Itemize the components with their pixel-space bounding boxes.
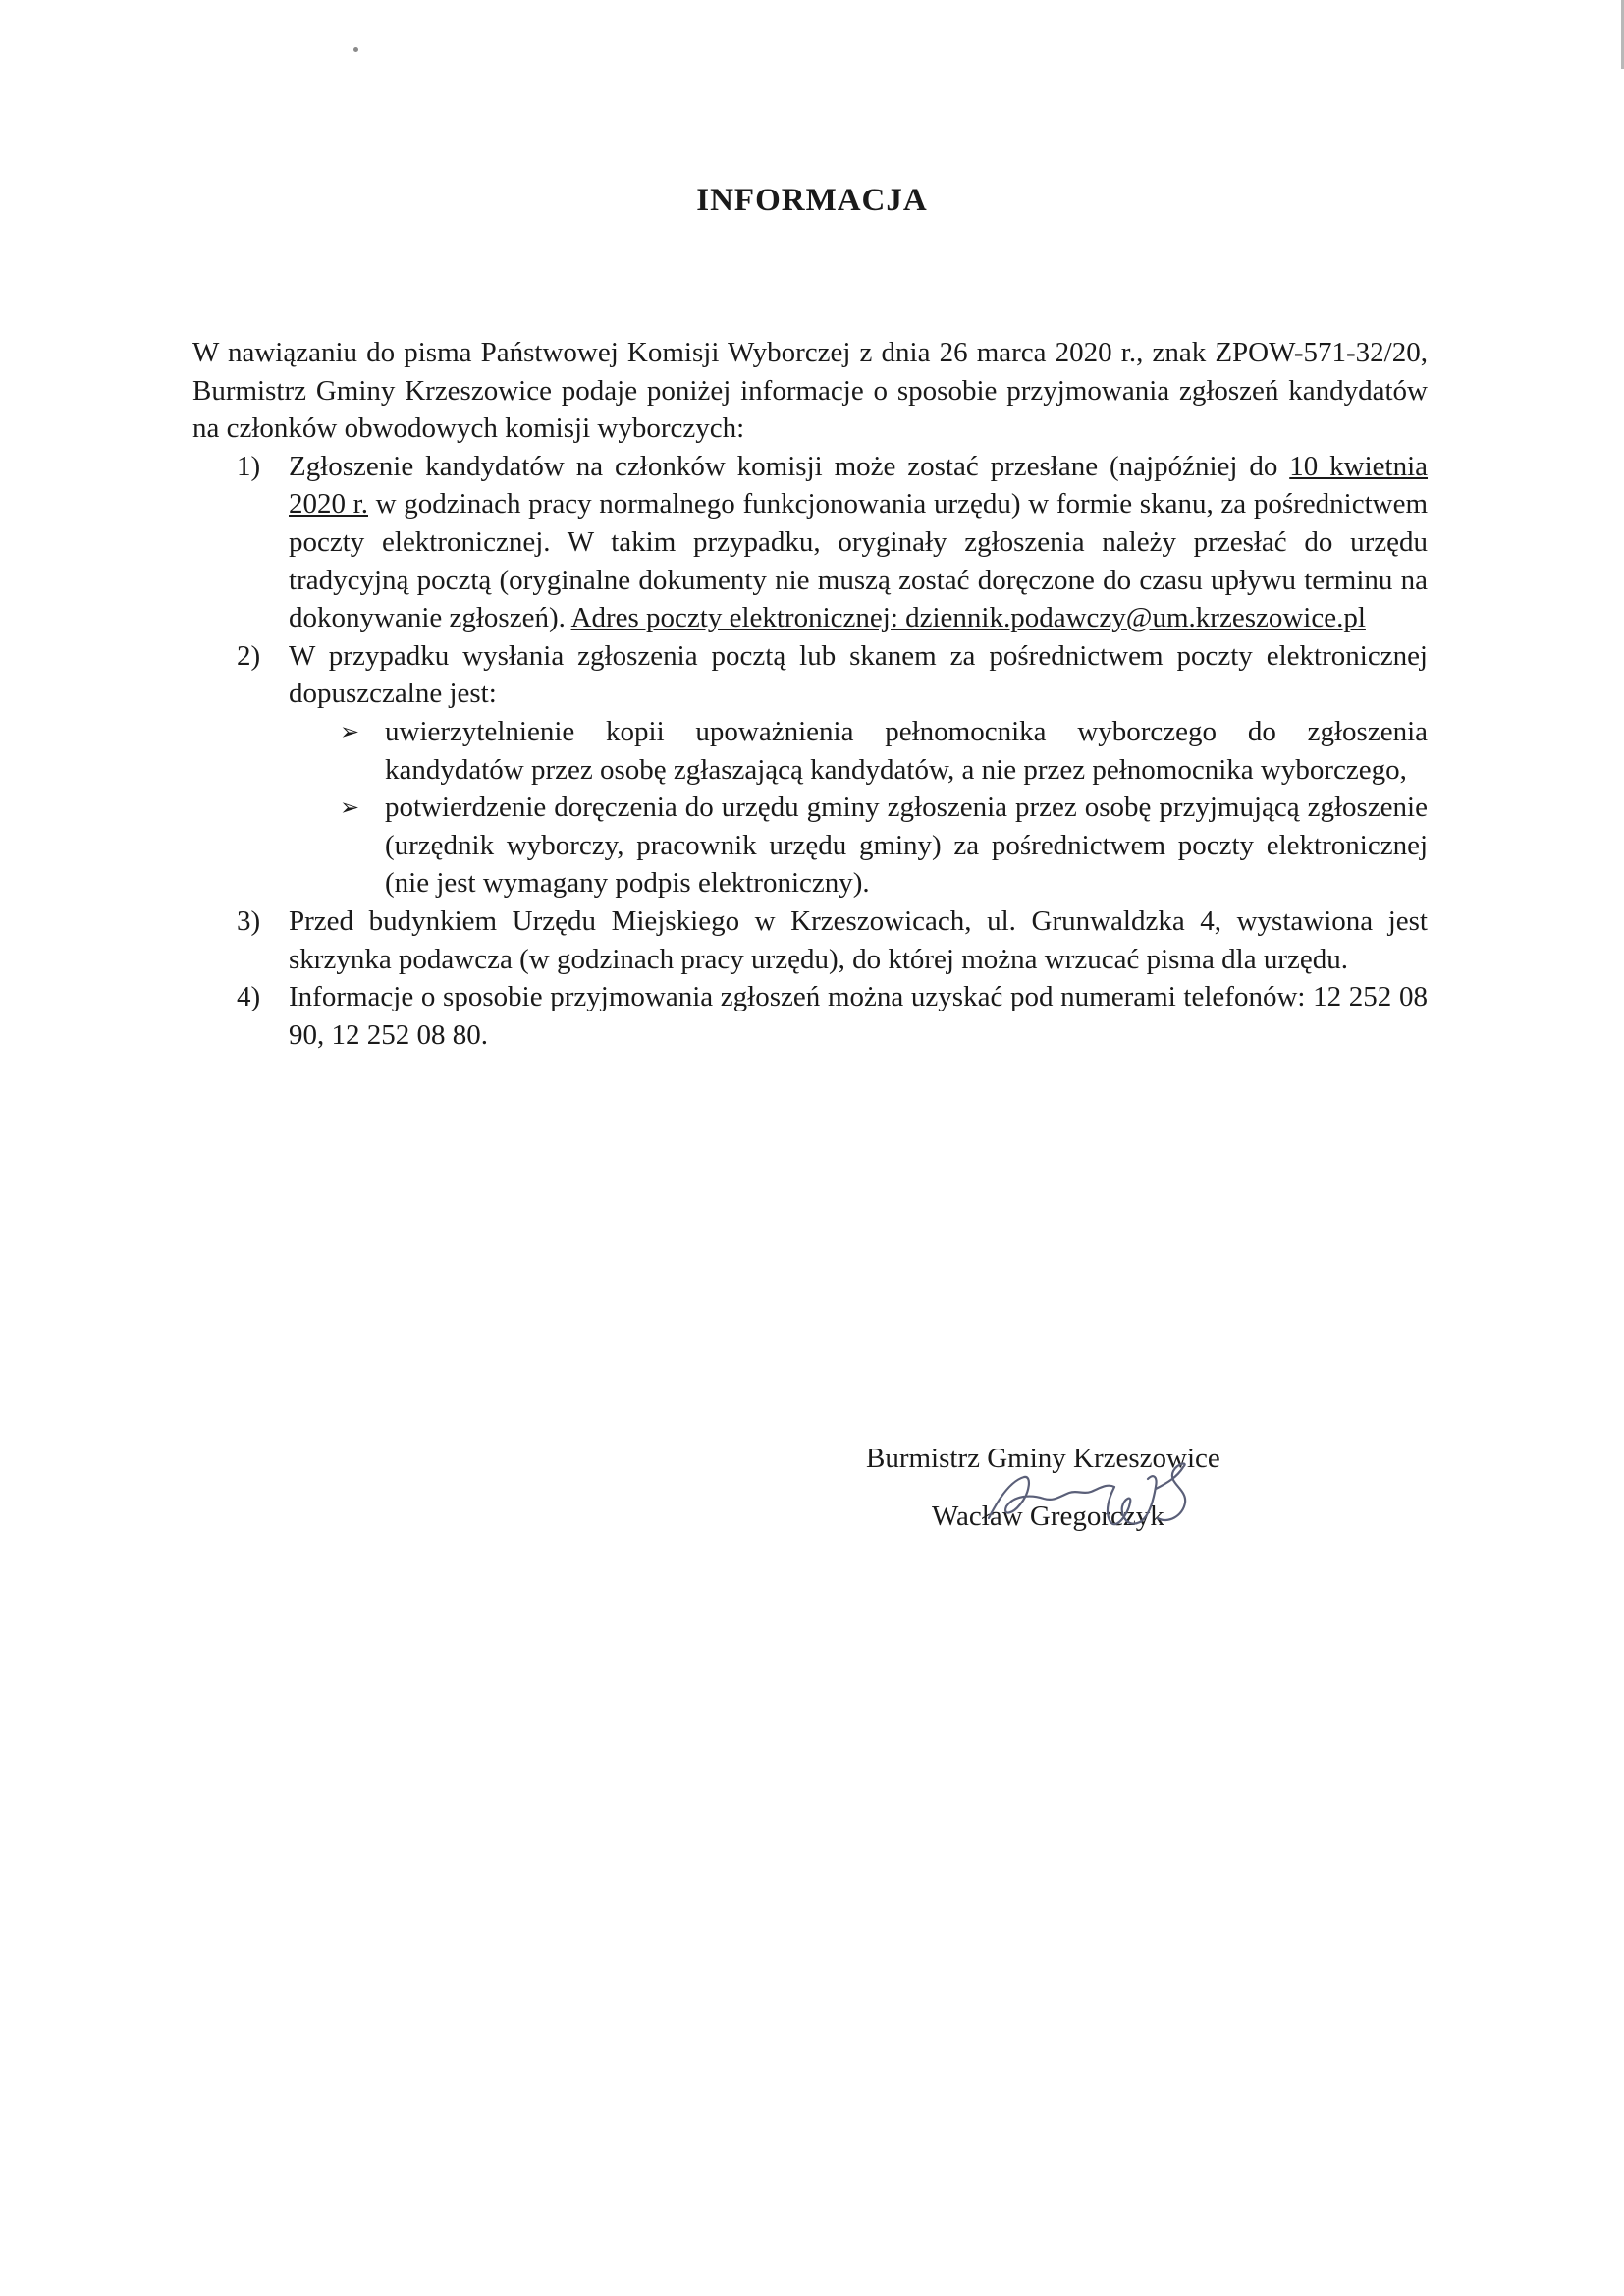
sub-list-item <box>289 713 1428 789</box>
list-item-4 <box>192 978 1428 1054</box>
points-list <box>192 448 1428 1055</box>
handwritten-signature <box>981 1459 1217 1543</box>
point-text: Informacje o sposobie przyjmowania zgłoszeń można uzyskać pod numerami telefonów: 12 252 08 90, 12 252 08 80. <box>289 981 1428 1051</box>
signer-role: Burmistrz Gminy Krzeszowice <box>866 1443 1220 1474</box>
point-text: w godzinach pracy normalnego funkcjonowania urzędu) w formie skanu, za pośrednictwem poczty elektronicznej. W takim przypadku, oryginały zgłoszenia należy przesłać do urzędu tradycyjną pocztą (oryginalne dokumenty nie muszą zostać doręczone do czasu upływu terminu na dokonywanie zgłoszeń). <box>289 488 1429 634</box>
list-number: 4) <box>237 981 261 1013</box>
list-item-1 <box>192 448 1428 637</box>
document-body <box>192 334 1428 1054</box>
arrowhead-bullet-icon: ➢ <box>340 717 360 745</box>
list-number: 3) <box>237 904 261 937</box>
list-number: 1) <box>237 450 261 482</box>
document-title: INFORMACJA <box>696 183 928 218</box>
email-address-link[interactable]: Adres poczty elektronicznej: dziennik.podawczy@um.krzeszowice.pl <box>570 602 1366 634</box>
sub-item-text: uwierzytelnienie kopii upoważnienia pełnomocnika wyborczego do zgłoszenia kandydatów przez osobę zgłaszającą kandydatów, a nie przez pełnomocnika wyborczego, <box>385 715 1428 786</box>
sub-item-text: potwierdzenie doręczenia do urzędu gminy zgłoszenia przez osobę przyjmującą zgłoszenie (urzędnik wyborczy, pracownik urzędu gminy) za pośrednictwem poczty elektronicznej (nie jest wymagany podpis elektroniczny). <box>385 792 1428 900</box>
point-text: Przed budynkiem Urzędu Miejskiego w Krzeszowicach, ul. Grunwaldzka 4, wystawiona jest skrzynka podawcza (w godzinach pracy urzędu), do której można wrzucać pisma dla urzędu. <box>289 904 1428 975</box>
signer-name: Wacław Gregorczyk <box>932 1501 1164 1532</box>
list-item-3 <box>192 902 1428 978</box>
list-number: 2) <box>237 639 261 672</box>
deadline-date: 10 kwietnia 2020 r. <box>289 450 1429 520</box>
point-text: Zgłoszenie kandydatów na członków komisji może zostać przesłane (najpóźniej do <box>289 450 1290 482</box>
sub-list <box>289 713 1428 902</box>
list-item-2 <box>192 637 1428 902</box>
sub-list-item <box>289 789 1428 902</box>
scan-speck <box>353 47 358 52</box>
point-text: W przypadku wysłania zgłoszenia pocztą lub skanem za pośrednictwem poczty elektronicznej dopuszczalne jest: <box>289 639 1428 710</box>
intro-paragraph: W nawiązaniu do pisma Państwowej Komisji Wyborczej z dnia 26 marca 2020 r., znak ZPOW-571-32/20, Burmistrz Gminy Krzeszowice podaje poniżej informacje o sposobie przyjmowania zgłoszeń kandydatów na członków obwodowych komisji wyborczych: <box>192 337 1428 445</box>
arrowhead-bullet-icon: ➢ <box>340 793 360 822</box>
